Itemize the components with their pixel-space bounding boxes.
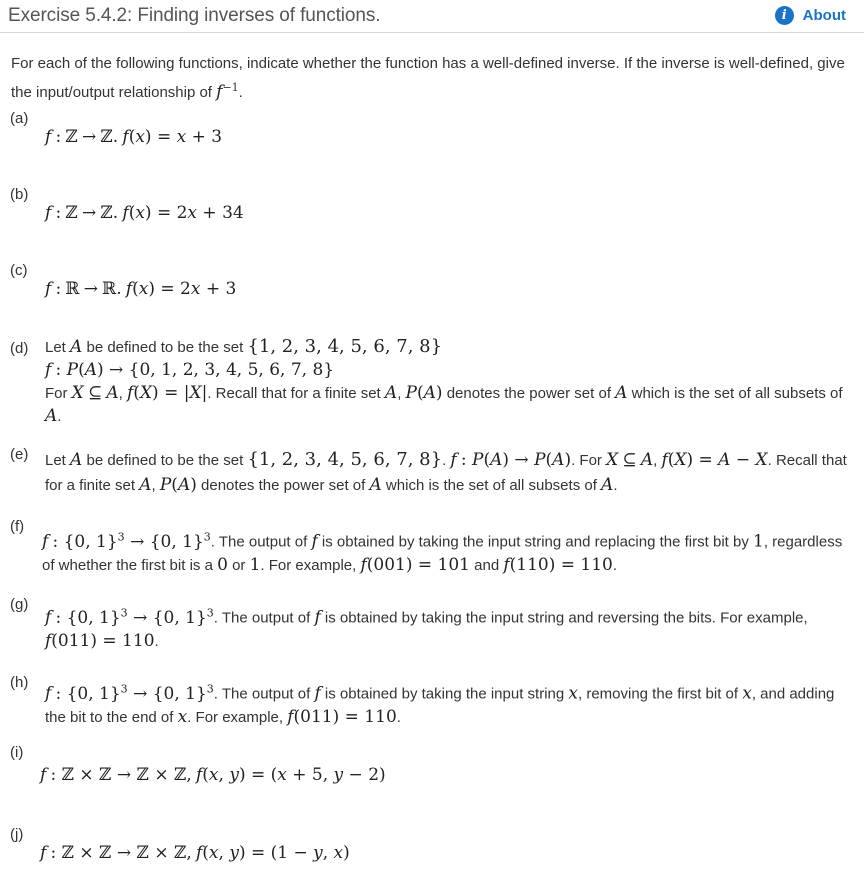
part-g-text: f : {0, 1}$^3$ → {0, 1}$^3$. The output of f is obtained by taking the input string and reversing the bits. For example, f(011) = 110.: [45, 606, 808, 651]
part-h-text: f : {0, 1}$^3$ → {0, 1}$^3$. The output of f is obtained by taking the input string x, removing the first bit of x, and adding the bit to the end of x. For example, f(011) = 110.: [45, 682, 835, 727]
part-label-b: (b): [10, 186, 29, 203]
part-label-e: (e): [10, 446, 29, 463]
part-label-a: (a): [10, 110, 29, 127]
part-a-math: f : ℤ → ℤ. f(x) = x + 3: [45, 127, 223, 147]
exercise-instructions: For each of the following functions, indicate whether the function has a well-defined inverse. If the inverse is well-defined, give the input/output relationship of $f^{-1}$.: [11, 55, 845, 102]
part-label-f: (f): [10, 518, 25, 535]
part-f-text: f : {0, 1}$^3$ → {0, 1}$^3$. The output of f is obtained by taking the input string and replacing the first bit by 1, regardless of whether the first bit is a 0 or 1. For example, f(001) = 101 and f(110) = 110.: [42, 530, 843, 575]
part-e-text: Let A be defined to be the set {1, 2, 3, 4, 5, 6, 7, 8}. f : P(A) → P(A). For X ⊆ A, f(X) = A − X. Recall that for a finite set A, P(A) denotes the power set of A which is the set of all subsets of A.: [45, 449, 847, 495]
exercise-header: [0, 0, 864, 33]
part-label-c: (c): [10, 262, 28, 279]
info-icon: i: [775, 6, 794, 25]
part-b-math: f : ℤ → ℤ. f(x) = 2x + 34: [45, 203, 244, 223]
part-i-math: f : ℤ × ℤ → ℤ × ℤ, f(x, y) = (x + 5, y − 2): [40, 765, 386, 785]
part-label-i: (i): [10, 744, 24, 761]
part-label-d: (d): [10, 340, 29, 357]
about-button[interactable]: [775, 6, 846, 25]
part-d-text: Let A be defined to be the set {1, 2, 3, 4, 5, 6, 7, 8} f : P(A) → {0, 1, 2, 3, 4, 5, 6, 7, 8} For X ⊆ A, f(X) = |X|. Recall that for a finite set A, P(A) denotes the power set of A which is the set of all subsets of A.: [45, 336, 843, 426]
exercise-title: Exercise 5.4.2: Finding inverses of functions.: [8, 5, 381, 26]
part-label-g: (g): [10, 596, 29, 613]
part-label-h: (h): [10, 674, 29, 691]
part-label-j: (j): [10, 826, 24, 843]
about-label: About: [802, 7, 846, 24]
part-c-math: f : ℝ → ℝ. f(x) = 2x + 3: [45, 279, 237, 299]
part-j-math: f : ℤ × ℤ → ℤ × ℤ, f(x, y) = (1 − y, x): [40, 843, 350, 863]
